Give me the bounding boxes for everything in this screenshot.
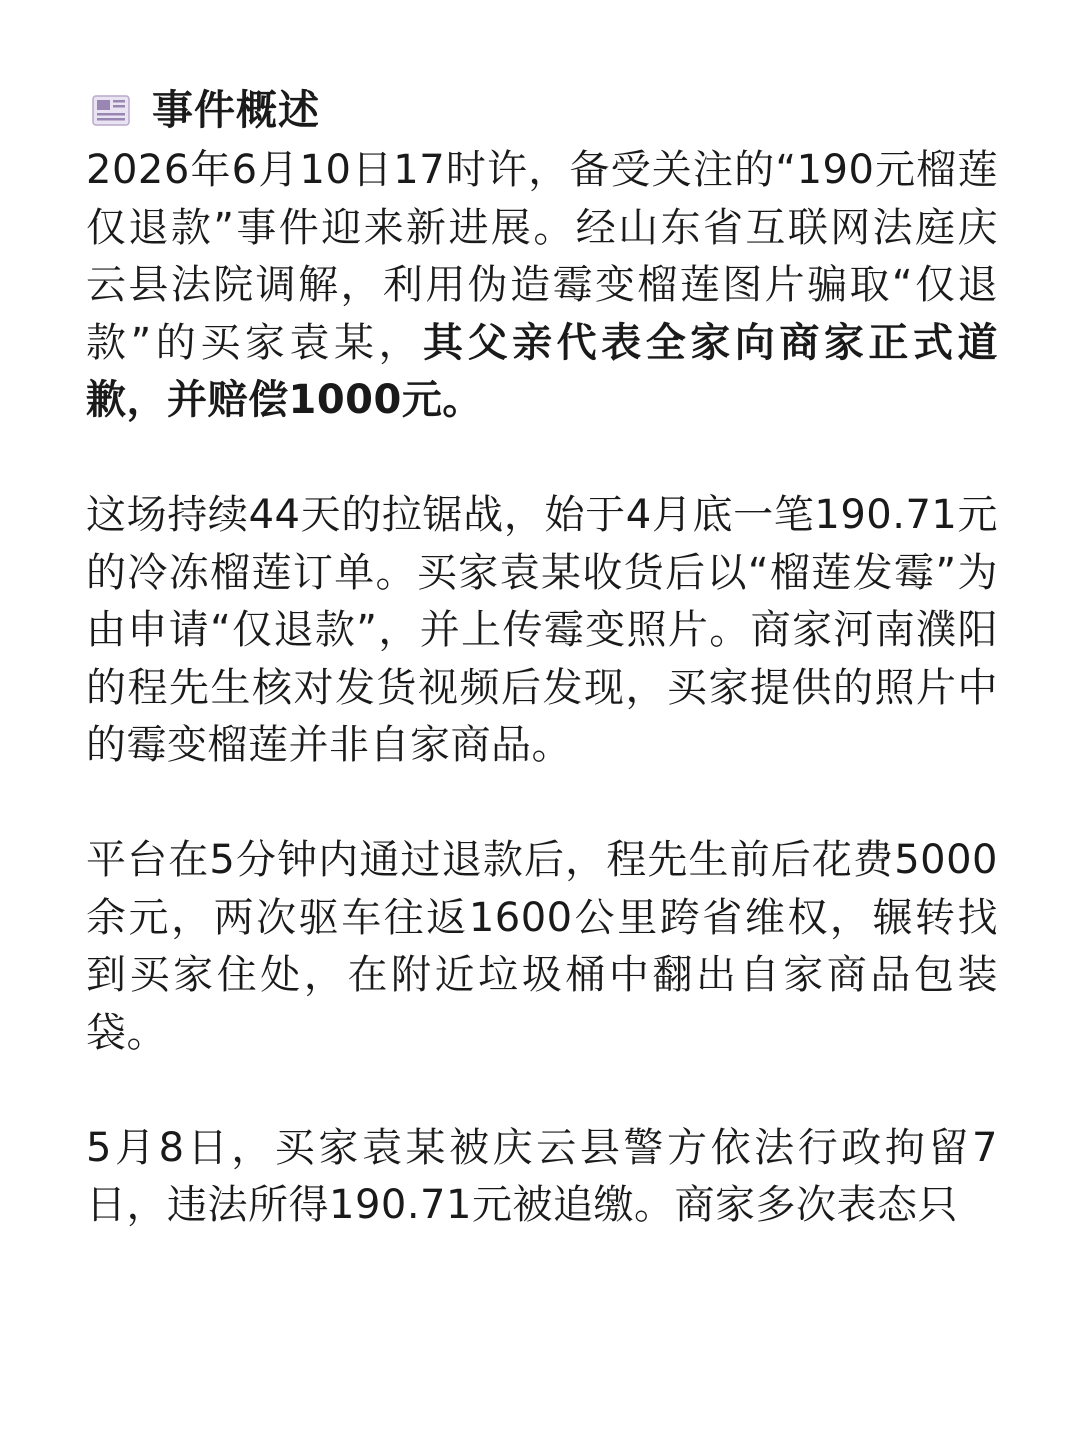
paragraph: 5月8日，买家袁某被庆云县警方依法行政拘留7日，违法所得190.71元被追缴。商家多次表态只	[86, 1124, 998, 1228]
paragraph: 这场持续44天的拉锯战，始于4月底一笔190.71元的冷冻榴莲订单。买家袁某收货后以“榴莲发霉”为由申请“仅退款”，并上传霉变照片。商家河南濮阳的程先生核对发货视频后发现，买家提供的照片中的霉变榴莲并非自家商品。	[86, 492, 998, 768]
paragraph-bold-text: 其父亲代表全家向商家正式道歉，并赔偿1000元。	[86, 319, 998, 423]
section-title: 事件概述	[152, 86, 320, 134]
section-heading	[86, 80, 998, 140]
newspaper-icon	[92, 93, 130, 127]
paragraph	[86, 142, 998, 430]
paragraph-text: 2026年6月10日17时许，备受关注的“190元榴莲仅退款”事件迎来新进展。经山东省互联网法庭庆云县法院调解，利用伪造霉变榴莲图片骗取“仅退款”的买家袁某，	[86, 147, 998, 366]
article	[86, 80, 998, 1235]
paragraph: 平台在5分钟内通过退款后，程先生前后花费5000余元，两次驱车往返1600公里跨省维权，辗转找到买家住处，在附近垃圾桶中翻出自家商品包装袋。	[86, 837, 998, 1056]
